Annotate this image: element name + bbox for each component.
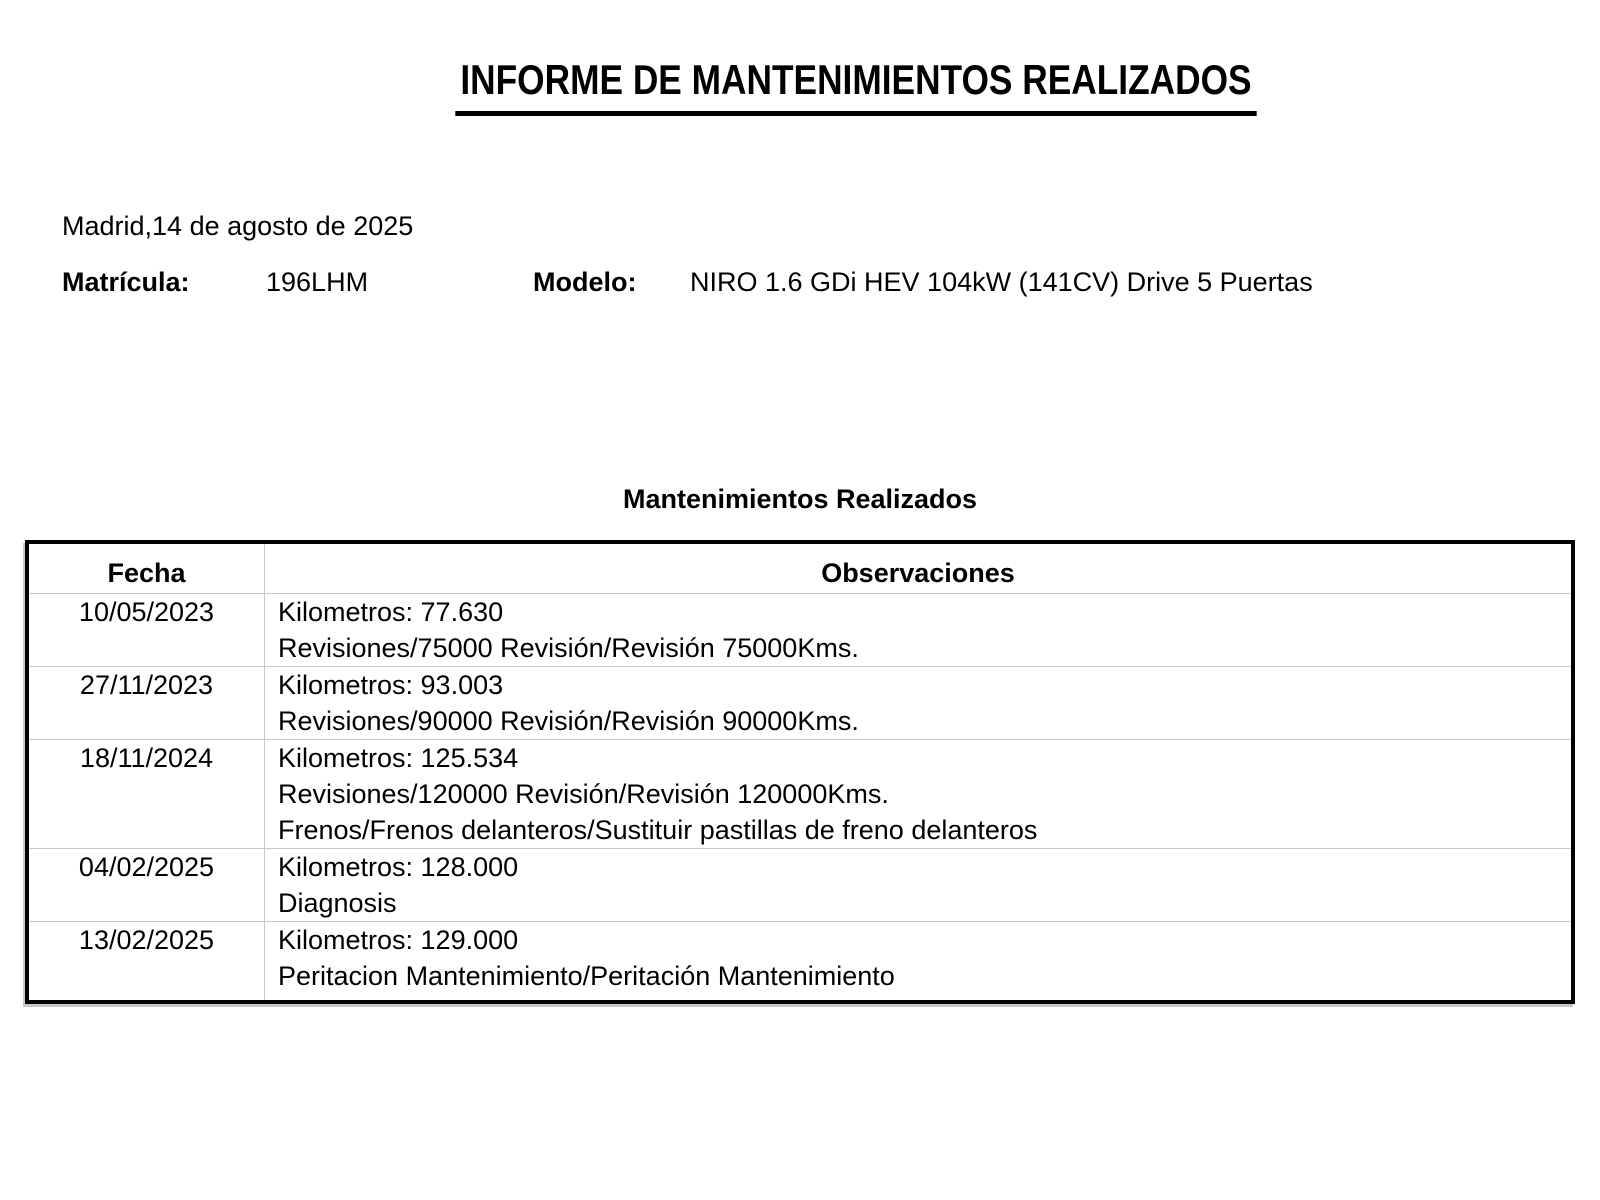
observation-line: Revisiones/120000 Revisión/Revisión 120000Kms. (278, 779, 889, 809)
table-header-observaciones: Observaciones (264, 544, 1571, 593)
table-header-row (29, 544, 1571, 593)
row-observations (264, 740, 1571, 848)
observation-line: Diagnosis (278, 888, 397, 918)
row-date: 13/02/2025 (78, 925, 215, 955)
place-date-line: Madrid,14 de agosto de 2025 (62, 211, 414, 241)
row-date: 27/11/2023 (79, 670, 214, 700)
row-date: 10/05/2023 (78, 597, 215, 627)
observation-line: Revisiones/75000 Revisión/Revisión 75000Kms. (278, 633, 859, 663)
table-row (29, 739, 1571, 848)
observation-line: Kilometros: 77.630 (278, 597, 504, 627)
modelo-value: NIRO 1.6 GDi HEV 104kW (141CV) Drive 5 Puertas (690, 267, 1313, 297)
observation-line: Kilometros: 93.003 (278, 670, 504, 700)
observation-line: Revisiones/90000 Revisión/Revisión 90000Kms. (278, 706, 859, 736)
observation-line: Kilometros: 125.534 (278, 743, 519, 773)
table-row (29, 666, 1571, 739)
title-container (56, 56, 1600, 116)
table-body (29, 593, 1571, 1000)
row-date: 18/11/2024 (79, 743, 214, 773)
row-observations (264, 922, 1571, 1000)
section-title: Mantenimientos Realizados (622, 484, 978, 514)
observation-line: Kilometros: 129.000 (278, 925, 519, 955)
row-observations (264, 594, 1571, 666)
row-observations (264, 849, 1571, 921)
matricula-value: 196LHM (266, 267, 369, 297)
observation-line: Peritacion Mantenimiento/Peritación Mantenimiento (278, 961, 895, 991)
table-row (29, 848, 1571, 921)
table-row (29, 921, 1571, 1000)
row-observations (264, 667, 1571, 739)
table-row (29, 593, 1571, 666)
matricula-label: Matrícula: (62, 267, 190, 297)
page-title: INFORME DE MANTENIMIENTOS REALIZADOS (455, 56, 1256, 116)
observation-line: Frenos/Frenos delanteros/Sustituir pastillas de freno delanteros (278, 815, 1038, 845)
row-date: 04/02/2025 (78, 852, 215, 882)
observation-line: Kilometros: 128.000 (278, 852, 519, 882)
modelo-label: Modelo: (533, 267, 637, 297)
table-header-fecha: Fecha (107, 558, 186, 588)
maintenance-table (25, 540, 1575, 1004)
